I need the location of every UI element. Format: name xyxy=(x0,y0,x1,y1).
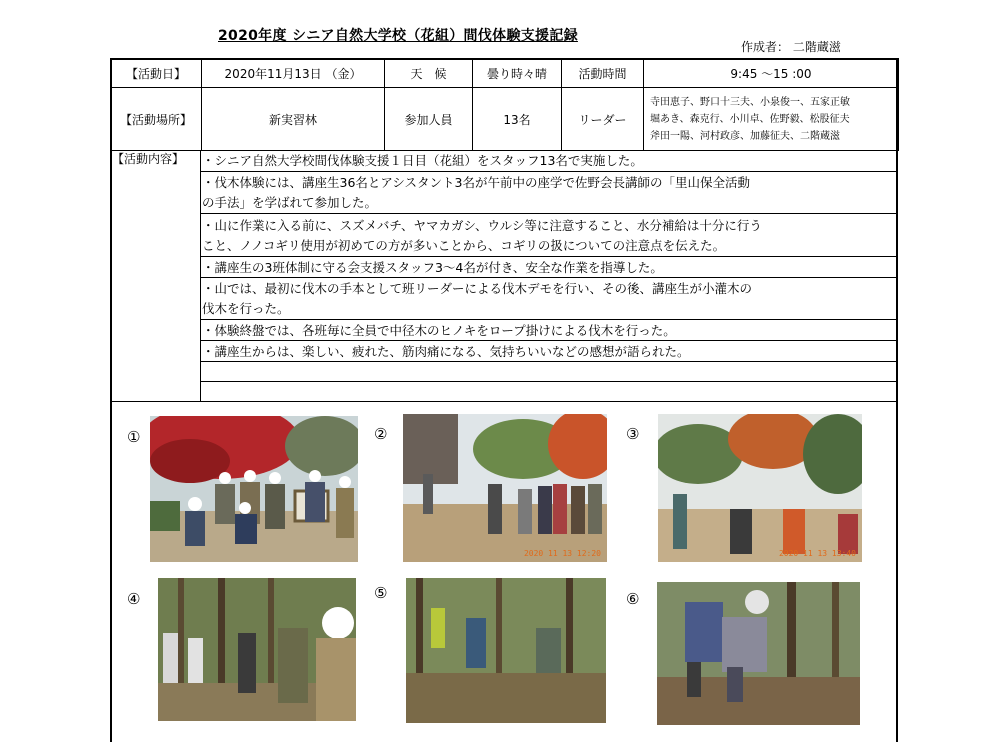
info-row-date xyxy=(111,59,899,88)
place-value: 新実習林 xyxy=(202,88,385,151)
content-line: ・シニア自然大学校間伐体験支援１日目（花組）をスタッフ13名で実施した。 xyxy=(202,153,643,168)
photo-timestamp: 2020 11 13 12:20 xyxy=(523,549,601,558)
photo-number: ⑤ xyxy=(374,584,388,602)
participants-value: 13名 xyxy=(473,88,562,151)
content-line: ・体験終盤では、各班毎に全員で中径木のヒノキをロープ掛けによる伐木を行った。 xyxy=(202,323,676,338)
photo-forest-demo xyxy=(158,578,356,721)
photo-group-walking xyxy=(658,414,862,562)
rule xyxy=(200,256,898,257)
member-list xyxy=(644,88,899,151)
content-line: ・講座生からは、楽しい、疲れた、筋肉痛になる、気持ちいいなどの感想が語られた。 xyxy=(202,344,690,359)
photo-timestamp: 2020 11 13 13:40 xyxy=(778,549,856,558)
photo-number: ① xyxy=(127,428,141,446)
photo-number: ⑥ xyxy=(626,590,640,608)
content-label: 【活動内容】 xyxy=(112,152,185,166)
content-line: ・山では、最初に伐木の手本として班リーダーによる伐木デモを行い、その後、講座生が小灌木の xyxy=(202,281,753,296)
photo-number: ② xyxy=(374,425,388,443)
rule xyxy=(200,277,898,278)
weather-label: 天 候 xyxy=(385,59,473,88)
weather-value: 曇り時々晴 xyxy=(473,59,562,88)
photo-number: ④ xyxy=(127,590,141,608)
rule xyxy=(200,319,898,320)
activity-date: 2020年11月13日 （金） xyxy=(202,59,385,88)
member-line: 寺田恵子、野口十三夫、小泉俊一、五家正敏 xyxy=(650,96,850,108)
time-label: 活動時間 xyxy=(562,59,644,88)
rule xyxy=(200,361,898,362)
content-line: の手法」を学ばれて参加した。 xyxy=(202,195,378,210)
member-line: 堀あき、森克行、小川卓、佐野毅、松股征夫 xyxy=(650,113,850,125)
member-line: 斧田一陽、河村政彦、加藤征夫、二階蔵滋 xyxy=(650,130,840,142)
content-divider xyxy=(200,150,201,402)
photo-number: ③ xyxy=(626,425,640,443)
author: 作成者： 二階蔵滋 xyxy=(741,40,841,54)
photo-cutting-work xyxy=(406,578,606,723)
content-bottom-border xyxy=(110,401,898,402)
content-line: ・講座生の3班体制に守る会支援スタッフ3〜4名が付き、安全な作業を指導した。 xyxy=(202,260,663,275)
rule xyxy=(200,171,898,172)
participants-label: 参加人員 xyxy=(385,88,473,151)
rule xyxy=(200,213,898,214)
rule xyxy=(200,340,898,341)
photo-group-with-sign xyxy=(150,416,358,562)
page-title: 2020年度 シニア自然大学校（花組）間伐体験支援記録 xyxy=(218,28,578,44)
info-table xyxy=(110,58,899,151)
content-line: 伐木を行った。 xyxy=(202,301,290,316)
photo-gathering-path xyxy=(403,414,607,562)
content-line: ・山に作業に入る前に、スズメバチ、ヤマカガシ、ウルシ等に注意すること、水分補給は十分に行う xyxy=(202,218,762,233)
content-line: こと、ノノコギリ使用が初めての方が多いことから、コギリの扱についての注意点を伝えた。 xyxy=(202,238,726,253)
info-row-place xyxy=(111,88,899,151)
activity-day-label: 【活動日】 xyxy=(111,59,202,88)
rule xyxy=(200,381,898,382)
time-value: 9:45 〜15 :00 xyxy=(644,59,899,88)
content-line: ・伐木体験には、講座生36名とアシスタント3名が午前中の座学で佐野会長講師の「里山保全活動 xyxy=(202,175,750,190)
leader-label: リーダー xyxy=(562,88,644,151)
photo-sawing xyxy=(657,582,860,725)
place-label: 【活動場所】 xyxy=(111,88,202,151)
